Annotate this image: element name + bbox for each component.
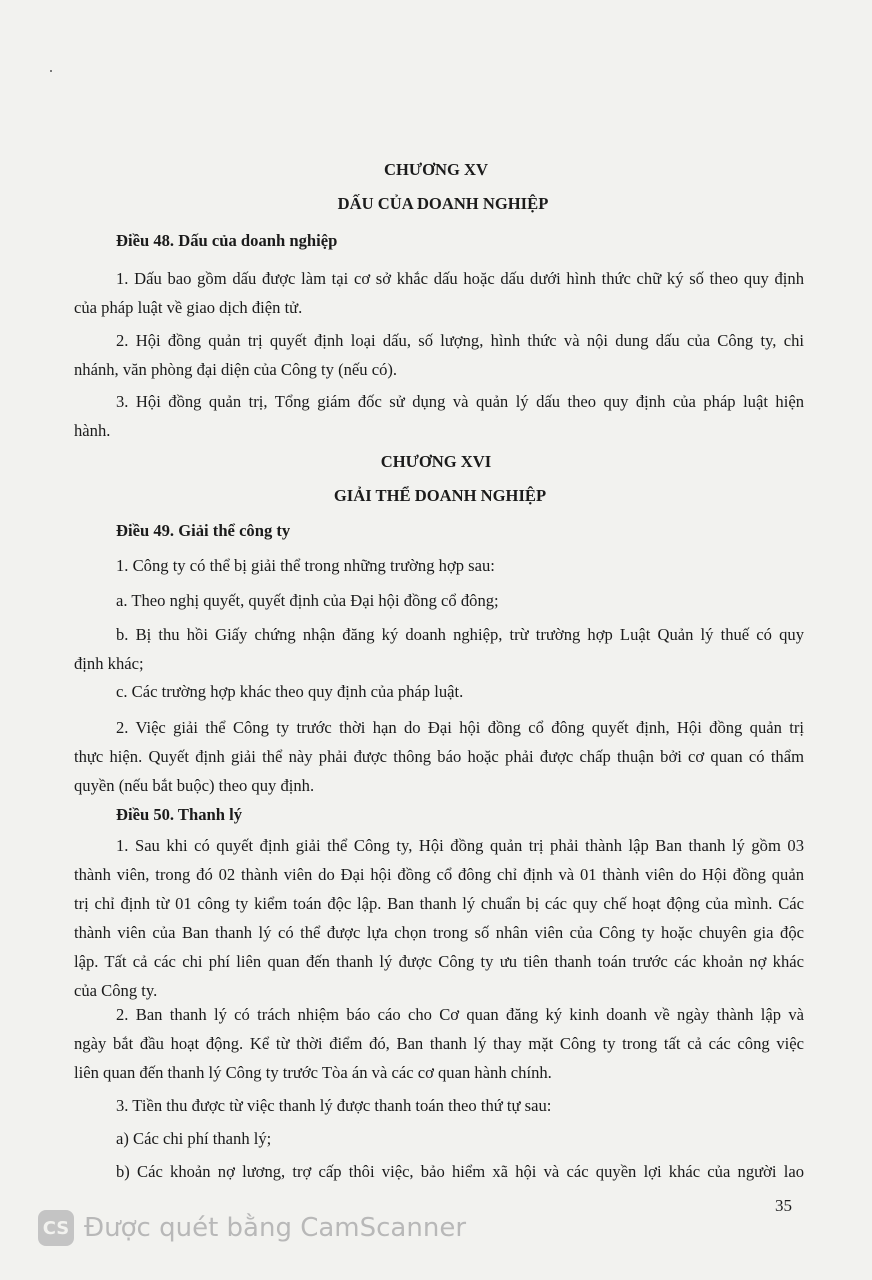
text-line: ngày bắt đầu hoạt động. Kể từ thời điểm đó, Ban thanh lý thay mặt Công ty trong tất cả các công việc bbox=[74, 1034, 804, 1053]
article-49-item-c: c. Các trường hợp khác theo quy định của pháp luật. bbox=[116, 682, 464, 701]
text-line: lập. Tất cả các chi phí liên quan đến thanh lý được Công ty ưu tiên thanh toán trước các khoản nợ khác bbox=[74, 952, 804, 971]
article-50-item-a: a) Các chi phí thanh lý; bbox=[116, 1129, 272, 1148]
text-line: 2. Hội đồng quản trị quyết định loại dấu, số lượng, hình thức và nội dung dấu của Công ty, chi bbox=[116, 331, 804, 350]
text-line: b. Bị thu hồi Giấy chứng nhận đăng ký doanh nghiệp, trừ trường hợp Luật Quản lý thuế có quy bbox=[116, 625, 804, 644]
text-line: 1. Sau khi có quyết định giải thể Công ty, Hội đồng quản trị phải thành lập Ban thanh lý gồm 03 bbox=[116, 836, 804, 855]
article-49-item-b bbox=[74, 620, 804, 678]
article-50-paragraph-3: 3. Tiền thu được từ việc thanh lý được thanh toán theo thứ tự sau: bbox=[116, 1096, 552, 1115]
camscanner-watermark bbox=[38, 1208, 466, 1248]
article-48-paragraph-1 bbox=[74, 264, 804, 322]
text-line: định khác; bbox=[74, 654, 144, 673]
chapter-16-subtitle: GIẢI THỂ DOANH NGHIỆP bbox=[333, 486, 547, 505]
text-line: 3. Hội đồng quản trị, Tổng giám đốc sử dụng và quản lý dấu theo quy định của pháp luật hiện bbox=[116, 392, 804, 411]
text-line: hành. bbox=[74, 421, 111, 440]
article-50-paragraph-1 bbox=[74, 831, 804, 1005]
text-line: của pháp luật về giao dịch điện tử. bbox=[74, 298, 303, 317]
page-number: 35 bbox=[775, 1196, 792, 1215]
text-line: liên quan đến thanh lý Công ty trước Tòa án và các cơ quan hành chính. bbox=[74, 1063, 552, 1082]
text-line: trị chỉ định từ 01 công ty kiểm toán độc lập. Ban thanh lý chuẩn bị các quy chế hoạt động của mình. Các bbox=[74, 894, 804, 913]
chapter-15-subtitle: DẤU CỦA DOANH NGHIỆP bbox=[337, 194, 549, 213]
article-48-heading: Điều 48. Dấu của doanh nghiệp bbox=[116, 231, 338, 250]
article-50-heading: Điều 50. Thanh lý bbox=[116, 805, 243, 824]
watermark-text: Được quét bằng CamScanner bbox=[84, 1213, 467, 1243]
article-50-item-b: b) Các khoản nợ lương, trợ cấp thôi việc, bảo hiểm xã hội và các quyền lợi khác của người lao bbox=[116, 1162, 804, 1181]
article-50-paragraph-2 bbox=[74, 1000, 804, 1087]
camscanner-logo-icon: CS bbox=[38, 1210, 74, 1246]
article-49-item-a: a. Theo nghị quyết, quyết định của Đại hội đồng cổ đông; bbox=[116, 591, 499, 610]
text-line: 2. Ban thanh lý có trách nhiệm báo cáo cho Cơ quan đăng ký kinh doanh về ngày thành lập và bbox=[116, 1005, 804, 1024]
text-line: 2. Việc giải thể Công ty trước thời hạn do Đại hội đồng cổ đông quyết định, Hội đồng quản trị bbox=[116, 718, 804, 737]
article-49-paragraph-2 bbox=[74, 713, 804, 800]
text-line: thực hiện. Quyết định giải thể này phải được thông báo hoặc phải được chấp thuận bởi cơ quan có thẩm bbox=[74, 747, 804, 766]
text-line: quyền (nếu bắt buộc) theo quy định. bbox=[74, 776, 315, 795]
text-line: của Công ty. bbox=[74, 981, 158, 1000]
scan-speck bbox=[50, 70, 52, 72]
chapter-15-title: CHƯƠNG XV bbox=[383, 160, 488, 179]
text-line: thành viên, trong đó 02 thành viên do Đại hội đồng cổ đông chỉ định và 01 thành viên do Hội đồng quản bbox=[74, 865, 804, 884]
article-49-item-1: 1. Công ty có thể bị giải thể trong những trường hợp sau: bbox=[116, 556, 495, 575]
article-48-paragraph-3 bbox=[74, 387, 804, 445]
text-line: 1. Dấu bao gồm dấu được làm tại cơ sở khắc dấu hoặc dấu dưới hình thức chữ ký số theo quy định bbox=[116, 269, 804, 288]
text-line: nhánh, văn phòng đại diện của Công ty (nếu có). bbox=[74, 360, 398, 379]
chapter-16-title: CHƯƠNG XVI bbox=[380, 452, 492, 471]
text-line: thành viên của Ban thanh lý có thể được lựa chọn trong số nhân viên của Công ty hoặc chuyên gia độc bbox=[74, 923, 804, 942]
article-48-paragraph-2 bbox=[74, 326, 804, 384]
article-49-heading: Điều 49. Giải thể công ty bbox=[116, 521, 291, 540]
